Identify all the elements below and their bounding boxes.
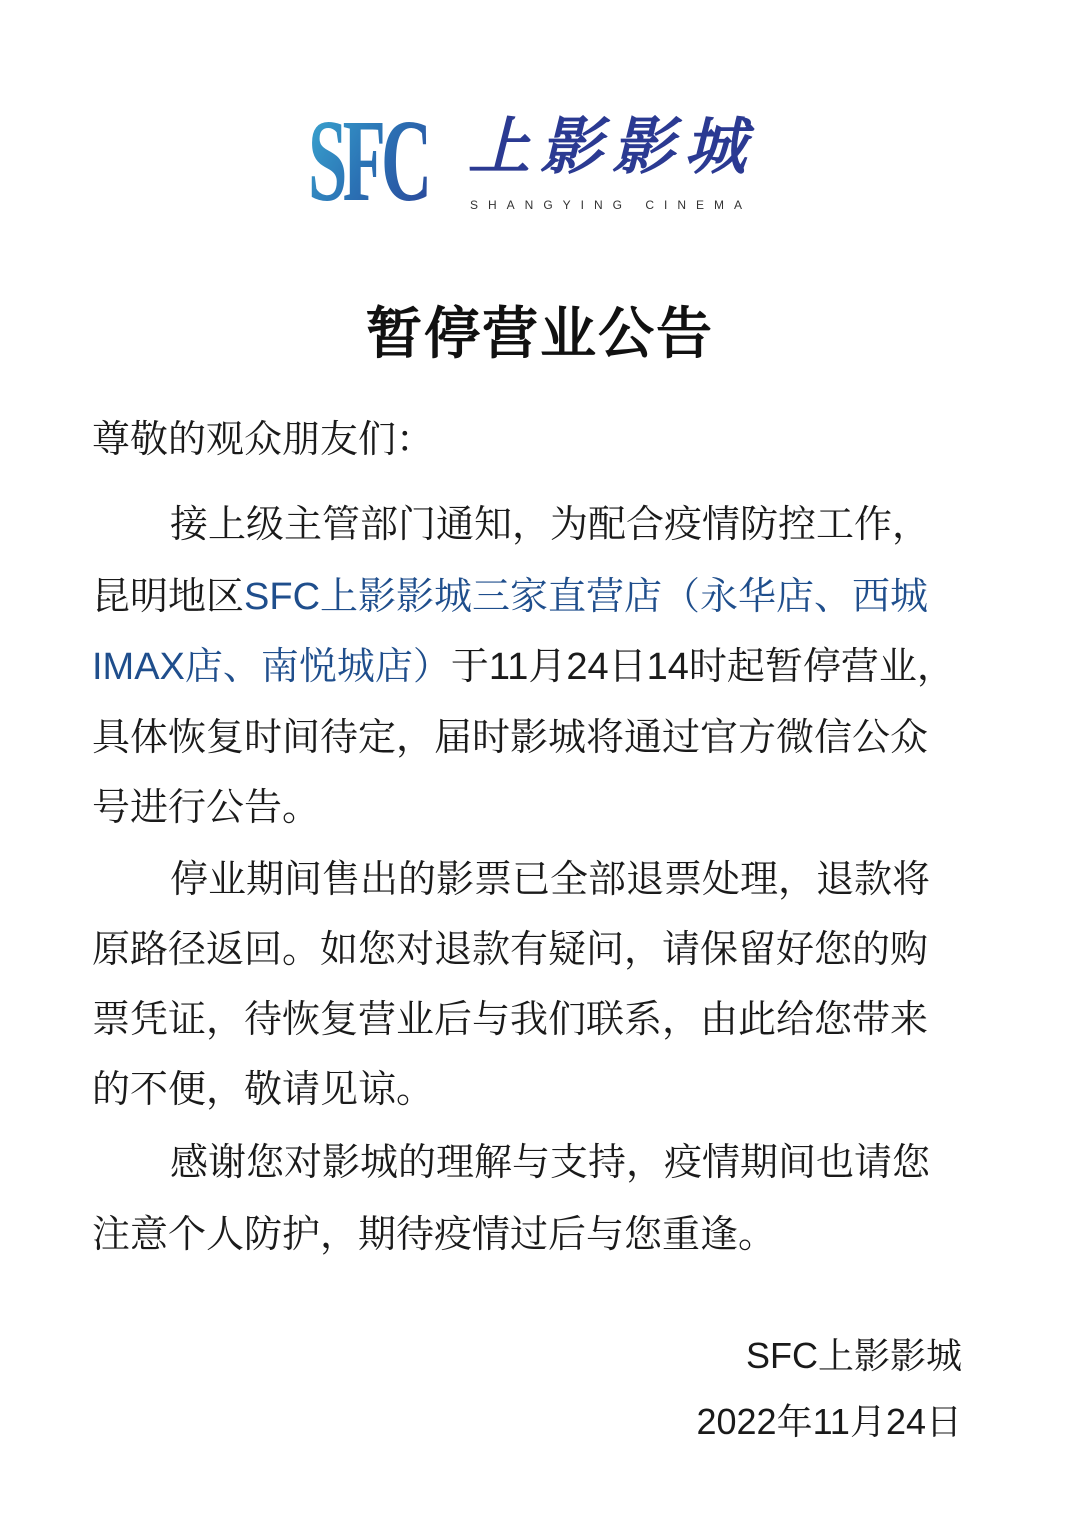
greeting: 尊敬的观众朋友们： bbox=[92, 419, 435, 461]
paragraph-1-line bbox=[92, 575, 928, 619]
date: 2022年11月24日 bbox=[696, 1401, 962, 1442]
logo-chinese: 上影影城 bbox=[468, 110, 757, 183]
paragraph-2-line: 停业期间售出的影票已全部退票处理，退款将 bbox=[170, 859, 931, 901]
paragraph-2-line: 票凭证，待恢复营业后与我们联系，由此给您带来 bbox=[92, 999, 929, 1041]
paragraph-3-line: 感谢您对影城的理解与支持，疫情期间也请您 bbox=[170, 1142, 931, 1184]
paragraph-1-line bbox=[92, 645, 955, 689]
logo-english: SHANGYING CINEMA bbox=[470, 198, 753, 212]
paragraph-1-line: 接上级主管部门通知，为配合疫情防控工作， bbox=[170, 504, 931, 546]
store-list-highlight: IMAX店、南悦城店） bbox=[92, 646, 451, 688]
store-list-highlight: SFC上影影城三家直营店（永华店、西城 bbox=[244, 576, 929, 618]
signature: SFC上影影城 bbox=[745, 1335, 962, 1376]
paragraph-3-line: 注意个人防护，期待疫情过后与您重逢。 bbox=[92, 1214, 777, 1256]
paragraph-2-line: 原路径返回。如您对退款有疑问，请保留好您的购 bbox=[92, 929, 929, 971]
paragraph-1-line: 具体恢复时间待定，届时影城将通过官方微信公众 bbox=[92, 717, 929, 759]
text: 昆明地区 bbox=[92, 576, 245, 618]
shangying-cinema-logo bbox=[308, 95, 768, 226]
paragraph-2-line: 的不便，敬请见谅。 bbox=[92, 1069, 435, 1111]
logo-mark: SFC bbox=[308, 108, 446, 214]
paragraph-1-line: 号进行公告。 bbox=[92, 787, 321, 829]
text: 于11月24日14时起暂停营业， bbox=[450, 646, 955, 688]
notice-title: 暂停营业公告 bbox=[366, 302, 714, 365]
